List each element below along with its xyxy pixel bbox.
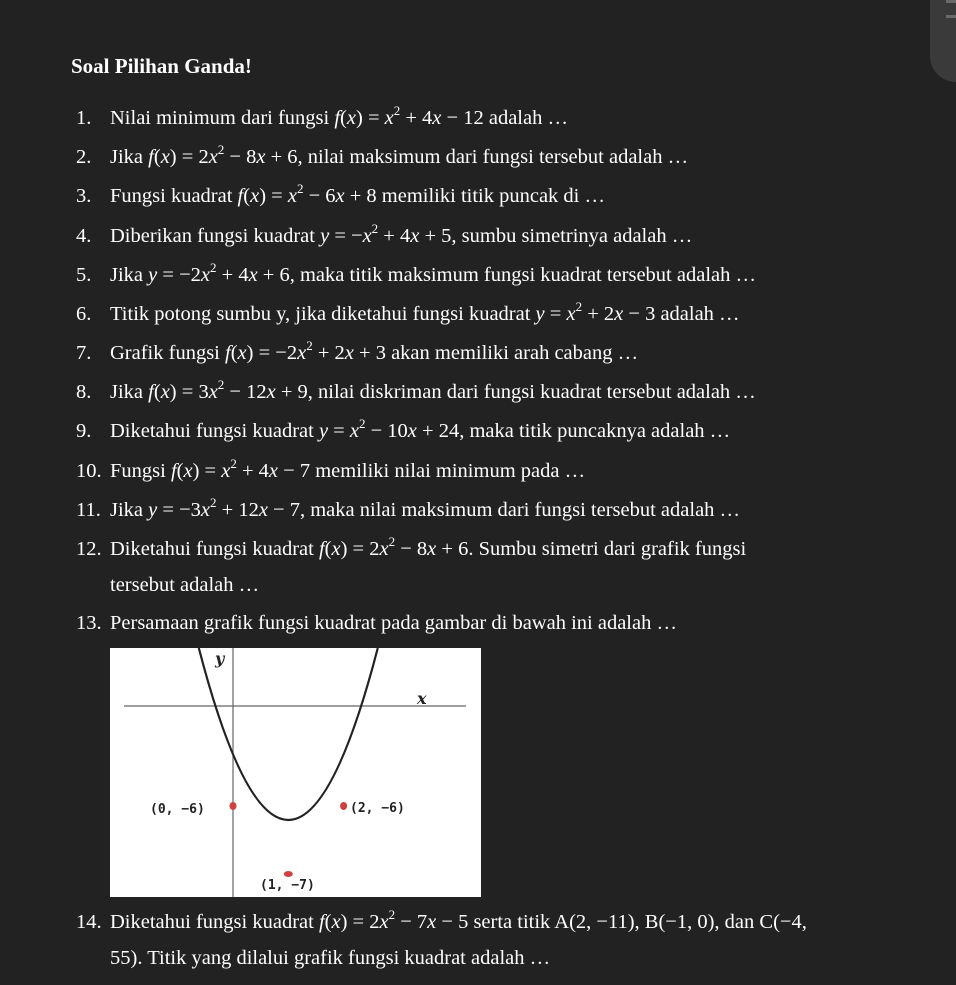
question-pre: Jika: [110, 146, 149, 168]
point-right-dot: [340, 802, 347, 810]
question-post: , nilai maksimum dari fungsi tersebut adalah …: [297, 146, 689, 168]
question-formula: $f(x) = 2x^2 - 7x - 5$: [318, 907, 469, 933]
point-left-label: (0, −6): [150, 802, 205, 817]
question-number: 8.: [76, 381, 92, 403]
question-formula: $f(x) = x^2 + 4x - 12$: [334, 103, 484, 129]
question-pre: Fungsi kuadrat: [110, 185, 238, 207]
question-formula: $y = x^2 - 10x + 24$: [318, 416, 460, 442]
question-post: , sumbu simetrinya adalah …: [451, 225, 693, 247]
question-post: adalah …: [483, 107, 568, 129]
question-post: , maka nilai maksimum dari fungsi tersebut adalah …: [299, 499, 741, 521]
question-text: [110, 223, 692, 249]
question-formula: $f(x) = x^2 + 4x - 7$: [170, 456, 311, 482]
question-post: memiliki titik puncak di …: [376, 185, 605, 207]
question-pre: Jika: [110, 264, 149, 286]
question-formula: $y = -3x^2 + 12x - 7$: [148, 495, 300, 521]
question-pre: Nilai minimum dari fungsi: [110, 107, 335, 129]
question-text-continued: 55). Titik yang dilalui grafik fungsi kuadrat adalah …: [110, 947, 551, 969]
question-number: 14.: [76, 911, 102, 933]
question-text: [110, 301, 740, 327]
question-number: 6.: [76, 303, 92, 325]
question-text: [110, 909, 807, 935]
question-text: [110, 418, 730, 444]
question-post: , maka titik puncaknya adalah …: [459, 420, 731, 442]
question-pre: Diketahui fungsi kuadrat: [110, 420, 319, 442]
question-number: 2.: [76, 146, 92, 168]
question-pre: Fungsi: [110, 460, 171, 482]
question-text: [110, 144, 688, 170]
question-post: , maka titik maksimum fungsi kuadrat tersebut adalah …: [289, 264, 756, 286]
parabola-graph: [110, 648, 481, 897]
point-left-dot: [230, 802, 237, 810]
question-pre: Diberikan fungsi kuadrat: [110, 225, 321, 247]
question-text-continued: tersebut adalah …: [110, 574, 260, 596]
point-vertex-dot: [284, 871, 293, 877]
question-formula: $f(x) = 3x^2 - 12x + 9$: [148, 377, 308, 403]
question-text: [110, 458, 585, 484]
question-number: 1.: [76, 107, 92, 129]
question-number: 10.: [76, 460, 102, 482]
point-right-label: (2, −6): [350, 801, 405, 816]
question-post: akan memiliki arah cabang …: [385, 342, 639, 364]
question-pre: Jika: [110, 381, 149, 403]
question-number: 12.: [76, 538, 102, 560]
question-number: 11.: [76, 499, 101, 521]
question-pre: Grafik fungsi: [110, 342, 226, 364]
question-text: [110, 340, 638, 366]
axis-y-label: y: [215, 649, 225, 668]
point-vertex-label: (1, −7): [260, 878, 315, 893]
question-pre: Titik potong sumbu y, jika diketahui fungsi kuadrat: [110, 303, 536, 325]
question-number: 5.: [76, 264, 92, 286]
question-pre: Diketahui fungsi kuadrat: [110, 911, 319, 933]
question-formula: $f(x) = -2x^2 + 2x + 3$: [225, 338, 386, 364]
question-text: [110, 379, 756, 405]
question-text: [110, 536, 746, 562]
question-text: [110, 262, 756, 288]
question-text: [110, 497, 740, 523]
question-formula: $f(x) = 2x^2 - 8x + 6$: [318, 534, 469, 560]
question-text: [110, 610, 677, 636]
parabola-curve: [199, 648, 378, 820]
question-text: [110, 105, 568, 131]
axis-x-label: x: [417, 689, 427, 708]
scrollbar-corner[interactable]: [930, 0, 956, 82]
question-formula: $y = x^2 + 2x - 3$: [535, 299, 656, 325]
question-formula: $y = -2x^2 + 4x + 6$: [148, 260, 290, 286]
question-number: 3.: [76, 185, 92, 207]
question-post: , nilai diskriman dari fungsi kuadrat tersebut adalah …: [307, 381, 756, 403]
question-formula: $f(x) = x^2 - 6x + 8$: [237, 181, 377, 207]
question-post: memiliki nilai minimum pada …: [310, 460, 586, 482]
question-pre: Persamaan grafik fungsi kuadrat pada gambar di bawah ini adalah …: [110, 612, 677, 634]
question-formula: $y = -x^2 + 4x + 5$: [320, 221, 452, 247]
question-post: . Sumbu simetri dari grafik fungsi: [468, 538, 747, 560]
question-number: 9.: [76, 420, 92, 442]
question-number: 7.: [76, 342, 92, 364]
page-title: Soal Pilihan Ganda!: [71, 54, 252, 78]
question-pre: Diketahui fungsi kuadrat: [110, 538, 319, 560]
question-post: serta titik A(2, −11), B(−1, 0), dan C(−4,: [468, 911, 807, 933]
question-text: [110, 183, 605, 209]
question-number: 4.: [76, 225, 92, 247]
question-formula: $f(x) = 2x^2 - 8x + 6$: [148, 142, 298, 168]
question-post: adalah …: [655, 303, 740, 325]
question-pre: Jika: [110, 499, 149, 521]
question-number: 13.: [76, 612, 102, 634]
parabola-figure: [110, 648, 481, 897]
